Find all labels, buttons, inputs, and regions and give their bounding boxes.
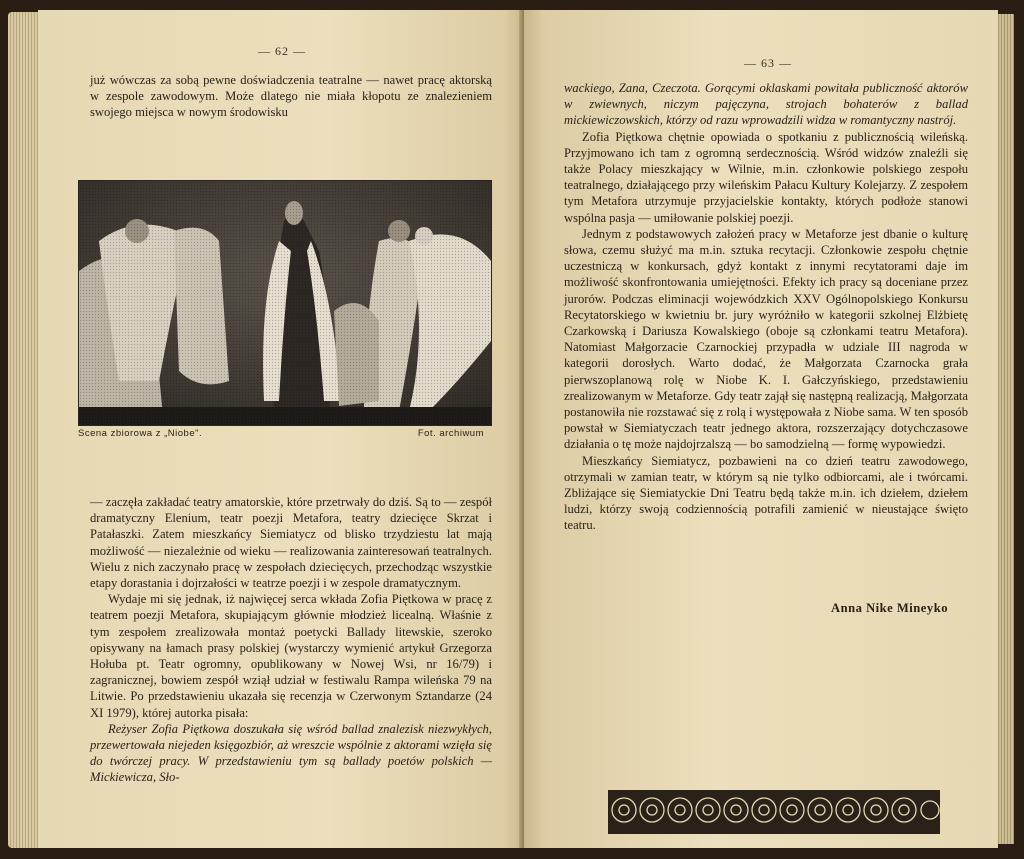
left-page [38,10,524,848]
page-edges-left [8,12,42,848]
left-paragraph-3: Reżyser Zofia Piętkowa doszukała się wśród ballad znalezisk niezwykłych, przewertowała niejeden księgozbiór, aż wreszcie wspólnie z aktorami wzięła się do twórczej pracy. W przedstawieniu tym są ballady poetów polskich — Mickiewicza, Sło- [90,721,492,785]
left-paragraph-1: — zaczęła zakładać teatry amatorskie, które przetrwały do dziś. Są to — zespół dramatyczny Elenium, teatr poezji Metafora, teatry dziecięce Skrzat i Patałaszki. Zatem mieszkańcy Siemiatycz od blisko trzydziestu lat mają możliwość — niezależnie od wieku — realizowania zainteresowań teatralnych. Wielu z nich zaczynało pracę w zespołach dziecięcych, przechodząc wszystkie etapy dorastania i dojrzałości w teatrze poezji i w zespole dramatycznym. [90,495,492,591]
decorative-ornament [608,790,940,834]
right-paragraph-2: Jednym z podstawowych założeń pracy w Metaforze jest dbanie o kulturę słowa, czemu służyć ma m.in. sztuka recytacji. Członkowie zespołu chętnie uczestniczą w konkursach, gdyż kontakt z innymi recytatorami daje im możliwość skonfrontowania umiejętności. Efekty ich pracy są doceniane przez jurorów. Podczas eliminacji wojewódzkich XXV Ogólnopolskiego Konkursu Recytatorskiego w kwietniu br. jury wyróżniło w kategorii szkolnej Elżbietę Czarkowską i Dariusza Kowalskiego (oboje są członkami teatru Metafora). Natomiast Małgorzacie Czarnockiej przypadła w udziale III nagroda w kategorii dorosłych. Warto dodać, że Małgorzata Czarnocka grała pierwszoplanową rolę w Niobe K. I. Gałczyńskiego, przedstawieniu zrealizowanym w Metaforze. Gdy teatr zajął się następną realizacją, Małgorzata postanowiła nie rozstawać się z rolą i występowała z Niobe sama. W ten sposób powstał w Siemiatyczach teatr jednego aktora, rozszerzający dotychczasowe działania o tę może najdojrzalszą — bo samodzielną — formę wypowiedzi. [564,226,968,452]
photo-caption-text: Scena zbiorowa z „Niobe". [78,428,203,439]
right-paragraph-1: Zofia Piętkowa chętnie opowiada o spotkaniu z publicznością wileńską. Przyjmowano ich tam z ogromną serdecznością. Wśród widzów znaleźli się także Polacy mieszkający w Wilnie, m.in. członkowie polskiego zespołu teatralnego, działającego przy wileńskim Pałacu Kultury Kolejarzy. Z zespołem tym Metafora utrzymuje przyjacielskie kontakty, których podłoże stanowi wspólna pasja — umiłowanie polskiej poezji. [564,129,968,225]
right-paragraph-0: wackiego, Zana, Czeczota. Gorącymi oklaskami powitała publiczność aktorów w zwiewnych, niczym pajęczyna, strojach bohaterów z ballad mickiewiczowskich, którzy od razu wprowadzili widza w romantyczny nastrój. [564,81,968,128]
page-number-left: — 62 — [258,44,306,58]
scene-photo [78,180,492,426]
left-paragraph-2: Wydaje mi się jednak, iż najwięcej serca wkłada Zofia Piętkowa w pracę z teatrem poezji Metafora, skupiającym głównie młodzież licealną. Właśnie z tym zespołem zrealizowała montaż poetycki Ballady litewskie, szeroko opisywany na łamach prasy polskiej (wystarczy wymienić artykuł Grzegorza Hołuba pt. Teatr ogromny, opublikowany w Nowej Wsi, nr 16/79) i zagranicznej, bowiem zespół wziął udział w festiwalu Rampa wileńska 79 na Litwie. Po przedstawieniu ukazała się recenzja w Czerwonym Sztandarze (24 XI 1979), której autorka pisała: [90,592,492,720]
left-top-paragraph: już wówczas za sobą pewne doświadczenia teatralne — nawet pracę aktorską w zespole zawodowym. Może dlatego nie miała kłopotu ze znalezieniem swojego miejsca w nowym środowisku [90,73,492,120]
page-number-right: — 63 — [744,56,792,70]
author-signature: Anna Nike Mineyko [831,601,948,615]
right-body [564,80,968,534]
right-page [524,10,998,848]
left-body [90,494,492,786]
photo-credit: Fot. archiwum [417,428,484,439]
page-edges-right [996,14,1014,844]
right-paragraph-3: Mieszkańcy Siemiatycz, pozbawieni na co dzień teatru zawodowego, otrzymali w zamian teatr, w którym są nie tylko odbiorcami, ale i twórcami. Zbliżające się Siemiatyckie Dni Teatru będą także m.in. ich dziełem, dziełem ludzi, którzy swoją codziennością potrafili zamienić w nieustające święto teatru. [564,453,968,533]
